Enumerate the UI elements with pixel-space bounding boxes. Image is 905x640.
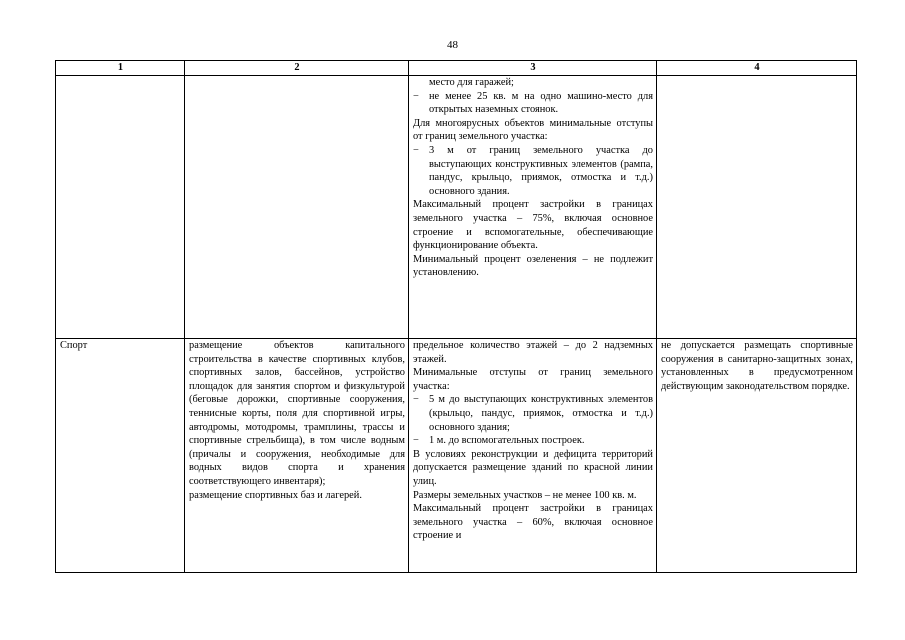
table-row [56,339,857,573]
bullet-text: 1 м. до вспомогательных построек. [429,435,585,447]
paragraph: Максимальный процент застройки в границах земельного участка – 60%, включая основное строение и [413,503,653,542]
bullet-mark: − [413,394,419,406]
paragraph: Максимальный процент застройки в границах земельного участка – 75%, включая основное строение и вспомогательные, обеспечивающие функционирование объекта. [413,199,653,252]
cell-row2-col3 [409,339,657,573]
bullet-mark: − [413,90,419,102]
table-header-row [56,61,857,76]
cell-row1-col2 [185,76,409,339]
bullet-item [413,90,653,117]
page-number: 48 [447,39,458,51]
use-category-label: Спорт [60,340,88,351]
bullet-mark: − [413,435,419,447]
bullet-text: не менее 25 кв. м на одно машино-место для открытых наземных стоянок. [429,90,653,116]
column-header-3: 3 [409,61,657,76]
paragraph: не допускается размещать спортивные сооружения в санитарно-защитных зонах, установленных в предусмотренном действующим законодательством порядке. [661,340,853,392]
cell-row1-col4 [657,76,857,339]
cell-row2-col2 [185,339,409,573]
paragraph: Для многоярусных объектов минимальные отступы от границ земельного участка: [413,117,653,143]
bullet-mark: − [413,144,419,156]
column-header-1: 1 [56,61,185,76]
column-header-2: 2 [185,61,409,76]
bullet-item [413,144,653,198]
paragraph: Размеры земельных участков – не менее 100 кв. м. [413,489,637,501]
paragraph: размещение объектов капитального строительства в качестве спортивных клубов, спортивных залов, бассейнов, устройство площадок для занятия спортом и физкультурой (беговые дорожки, спортивные сооружения, теннисные корты, поля для спортивной игры, автодромы, мотодромы, трамплины, трассы и спортивные стрельбища), в том числе водным (причалы и сооружения, необходимые для водных видов спорта и хранения соответствующего инвентаря); [189,340,405,487]
paragraph: Минимальные отступы от границ земельного участка: [413,367,653,392]
bullet-text: 3 м от границ земельного участка до выступающих конструктивных элементов (рампа, пандус, крыльцо, приямок, отмостка и т.д.) основного здания. [429,144,653,197]
bullet-item [413,434,653,448]
cell-row1-col1 [56,76,185,339]
paragraph: Минимальный процент озеленения – не подлежит установлению. [413,253,653,279]
bullet-item [413,393,653,434]
cell-row2-col4 [657,339,857,573]
cell-row1-col3 [409,76,657,339]
paragraph: предельное количество этажей – до 2 надземных этажей. [413,340,653,365]
paragraph: размещение спортивных баз и лагерей. [189,489,362,501]
column-header-4: 4 [657,61,857,76]
table-row [56,76,857,339]
cell-row2-col1 [56,339,185,573]
paragraph: В условиях реконструкции и дефицита территорий допускается размещение зданий по красной линии улиц. [413,448,653,487]
bullet-text: 5 м до выступающих конструктивных элементов (крыльцо, пандус, приямок, отмостка и т.д.) основного здания; [429,394,653,433]
continued-bullet-text: место для гаражей; [429,77,514,88]
zoning-table [55,60,857,573]
